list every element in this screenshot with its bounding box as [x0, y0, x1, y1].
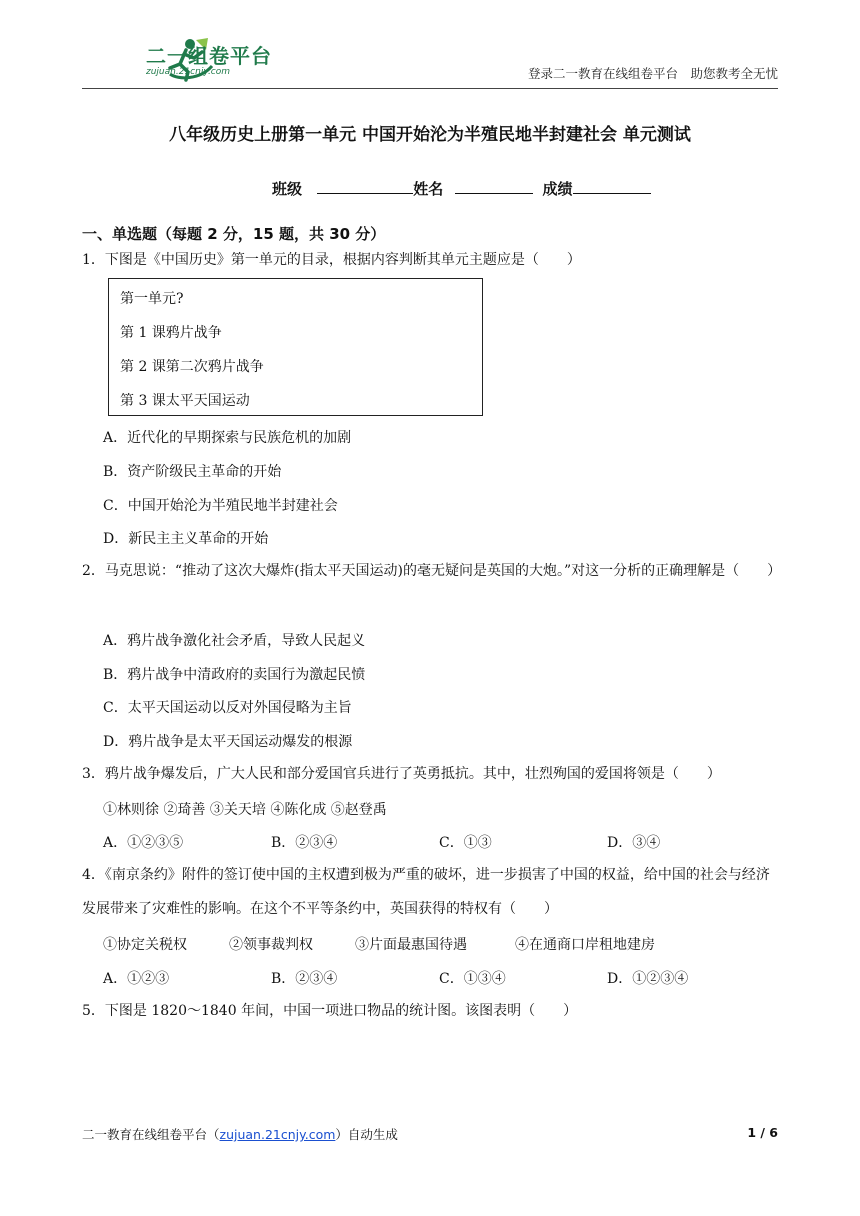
logo-url: zujuan.21cnjy.com	[146, 67, 231, 77]
class-blank	[317, 179, 413, 194]
score-blank	[573, 179, 651, 194]
header-divider	[82, 88, 778, 89]
option-d: D．鸦片战争是太平天国运动爆发的根源	[103, 734, 353, 750]
option-a: A．①②③	[103, 971, 170, 987]
page-number: 1 / 6	[747, 1125, 778, 1140]
question-stem: 5．下图是 1820～1840 年间，中国一项进口物品的统计图。该图表明（ ）	[82, 1003, 578, 1019]
option-b: B．②③④	[271, 835, 338, 851]
name-blank	[455, 179, 533, 194]
question-stem: 1．下图是《中国历史》第一单元的目录，根据内容判断其单元主题应是（ ）	[82, 252, 581, 268]
option-d: D．新民主主义革命的开始	[103, 531, 269, 547]
document-title: 八年级历史上册第一单元 中国开始沦为半殖民地半封建社会 单元测试	[169, 125, 691, 145]
option-a: A．近代化的早期探索与民族危机的加剧	[103, 430, 352, 446]
student-info-line	[272, 178, 651, 199]
item: ①协定关税权	[103, 937, 187, 953]
toc-line: 第 2 课第二次鸦片战争	[120, 359, 264, 375]
question-items: ①林则徐 ②琦善 ③关天培 ④陈化成 ⑤赵登禹	[103, 802, 387, 818]
toc-line: 第一单元?	[120, 291, 184, 307]
question-stem: 4．《南京条约》附件的签订使中国的主权遭到极为严重的破坏，进一步损害了中国的权益，给中国的社会与经济发展带来了灾难性的影响。在这个不平等条约中，英国获得的特权有（ ）	[82, 867, 770, 917]
item: ③片面最惠国待遇	[355, 937, 467, 953]
toc-line: 第 1 课鸦片战争	[120, 325, 222, 341]
score-label: 成绩	[542, 180, 573, 198]
option-c: C．①③④	[439, 971, 506, 987]
toc-line: 第 3 课太平天国运动	[120, 393, 250, 409]
option-c: C．中国开始沦为半殖民地半封建社会	[103, 498, 338, 514]
question-stem: 3．鸦片战争爆发后，广大人民和部分爱国官兵进行了英勇抵抗。其中，壮烈殉国的爱国将领是（ ）	[82, 766, 721, 782]
section-heading: 一、单选题（每题 2 分，15 题，共 30 分）	[82, 225, 386, 243]
option-a: A．①②③⑤	[103, 835, 184, 851]
item: ④在通商口岸租地建房	[515, 937, 655, 953]
item: ②领事裁判权	[229, 937, 313, 953]
name-label: 姓名	[413, 180, 444, 198]
footer-suffix: ）自动生成	[335, 1127, 398, 1142]
option-c: C．太平天国运动以反对外国侵略为主旨	[103, 700, 352, 716]
header-slogan: 登录二一教育在线组卷平台 助您教考全无忧	[527, 66, 778, 81]
option-b: B．②③④	[271, 971, 338, 987]
option-row	[103, 832, 743, 852]
option-a: A．鸦片战争激化社会矛盾，导致人民起义	[103, 633, 366, 649]
option-b: B．资产阶级民主革命的开始	[103, 464, 282, 480]
option-d: D．③④	[607, 835, 661, 851]
question-stem: 2．马克思说：“推动了这次大爆炸(指太平天国运动)的毫无疑问是英国的大炮。”对这一分析的正确理解是（ ）	[82, 563, 782, 579]
footer-source	[82, 1125, 398, 1143]
option-d: D．①②③④	[607, 971, 689, 987]
option-row	[103, 968, 743, 988]
option-b: B．鸦片战争中清政府的卖国行为激起民愤	[103, 667, 366, 683]
option-c: C．①③	[439, 835, 492, 851]
footer-prefix: 二一教育在线组卷平台（	[82, 1127, 220, 1142]
items-row	[103, 934, 743, 954]
class-label: 班级	[272, 180, 303, 198]
footer-link[interactable]: zujuan.21cnjy.com	[219, 1127, 336, 1142]
logo-title: 二一组卷平台	[146, 44, 272, 68]
